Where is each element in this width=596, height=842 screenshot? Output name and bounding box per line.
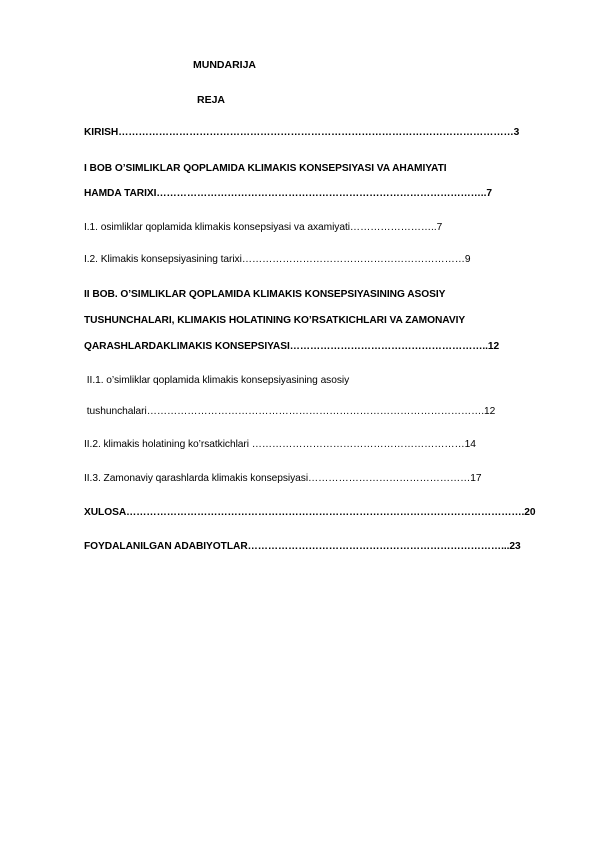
toc-entry-xulosa: XULOSA……………………………………………………………………………………………………….20	[84, 507, 536, 518]
toc-entry-chapter1-line1: I BOB O’SIMLIKLAR QOPLAMIDA KLIMAKIS KONSEPSIYASI VA AHAMIYATI	[84, 163, 447, 174]
toc-entry-kirish: KIRISH………………………………………………………………………………………………………3	[84, 127, 520, 138]
toc-entry-section-2-2: II.2. klimakis holatining ko’rsatkichlari ………………………………………………………14	[84, 439, 476, 450]
toc-entry-chapter2-line2: TUSHUNCHALARI, KLIMAKIS HOLATINING KO’RSATKICHLARI VA ZAMONAVIY	[84, 315, 466, 326]
toc-entry-chapter1-line2: HAMDA TARIXI……………………………………………………………………………………..7	[84, 188, 492, 199]
toc-title: MUNDARIJA	[193, 59, 256, 71]
toc-entry-section-2-1-line1: II.1. o’simliklar qoplamida klimakis konsepsiyasining asosiy	[84, 375, 350, 386]
toc-entry-section-2-3: II.3. Zamonaviy qarashlarda klimakis konsepsiyasi…………………………………………17	[84, 473, 482, 484]
toc-entry-chapter2-line3: QARASHLARDAKLIMAKIS KONSEPSIYASI…………………………………………………..12	[84, 341, 500, 352]
toc-entry-chapter2-line1: II BOB. O’SIMLIKLAR QOPLAMIDA KLIMAKIS KONSEPSIYASINING ASOSIY	[84, 289, 446, 300]
toc-entry-section-1-1: I.1. osimliklar qoplamida klimakis konsepsiyasi va axamiyati……………………..7	[84, 222, 443, 233]
toc-entry-section-2-1-line2: tushunchalari……………………………………………………………………………………….12	[84, 406, 496, 417]
toc-subtitle: REJA	[197, 94, 226, 106]
toc-entry-references: FOYDALANILGAN ADABIYOTLAR…………………………………………………………………...23	[84, 541, 521, 552]
toc-entry-section-1-2: I.2. Klimakis konsepsiyasining tarixi…………………………………………………………9	[84, 254, 471, 265]
